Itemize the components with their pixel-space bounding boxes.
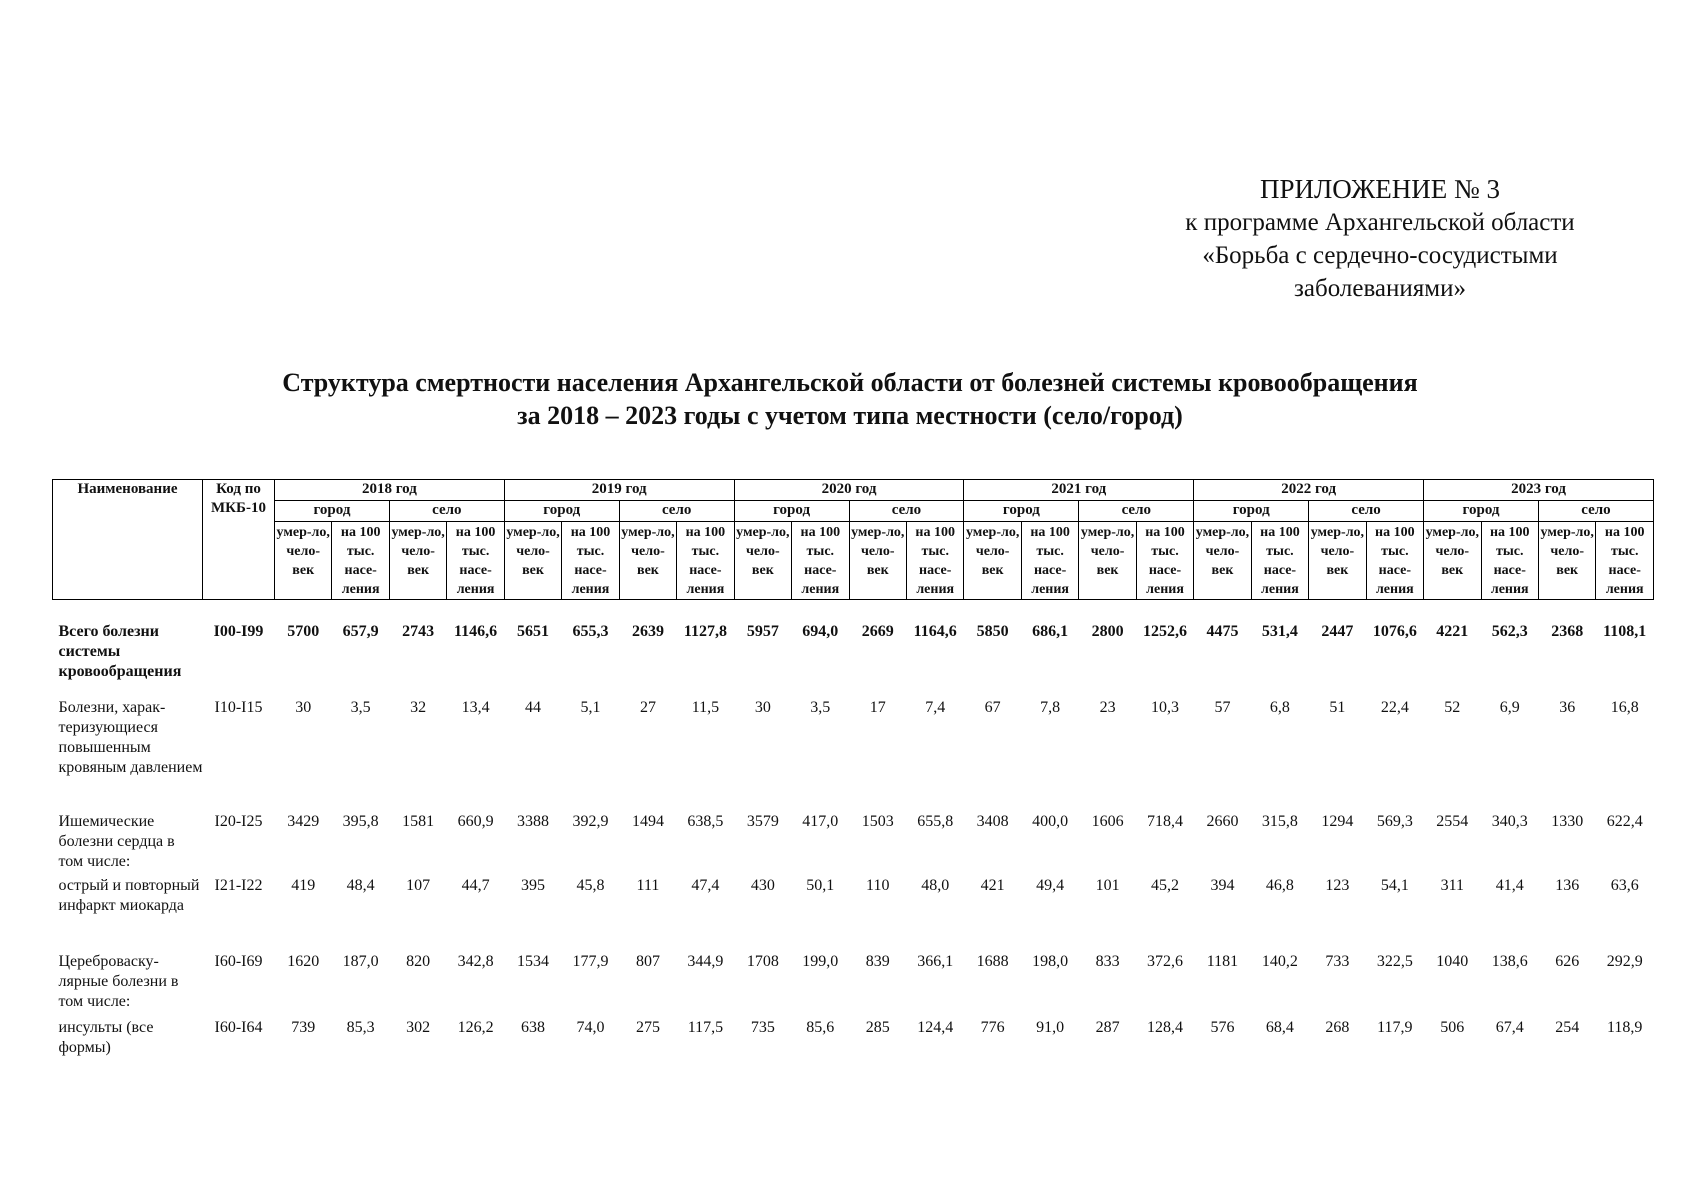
header-rate: на 100 тыс. насе-ления — [447, 522, 504, 600]
cell-deaths: 1330 — [1551, 813, 1584, 830]
cell-rate: 48,0 — [921, 877, 950, 894]
cell-rate: 1076,6 — [1372, 623, 1417, 640]
header-village: село — [1309, 501, 1424, 522]
header-village: село — [1079, 501, 1194, 522]
cell-rate: 85,3 — [346, 1019, 375, 1036]
cell-deaths: 735 — [750, 1019, 775, 1036]
cell-rate: 44,7 — [461, 877, 490, 894]
document-title — [120, 366, 1580, 432]
header-city: город — [275, 501, 390, 522]
header-rate: на 100 тыс. насе-ления — [1366, 522, 1423, 600]
header-rate: на 100 тыс. насе-ления — [562, 522, 619, 600]
table-row — [53, 698, 1654, 812]
cell-rate: 292,9 — [1606, 953, 1643, 970]
cell-rate: 47,4 — [691, 877, 720, 894]
cell-deaths: 30 — [295, 699, 312, 716]
header-village: село — [1538, 501, 1653, 522]
cell-rate: 531,4 — [1261, 623, 1298, 640]
cell-deaths: 2639 — [631, 623, 664, 640]
cell-rate: 657,9 — [342, 623, 379, 640]
cell-deaths: 5957 — [746, 623, 779, 640]
cell-deaths: 1040 — [1436, 953, 1469, 970]
cell-deaths: 2743 — [402, 623, 435, 640]
cell-deaths: 311 — [1440, 877, 1464, 894]
cell-rate: 660,9 — [457, 813, 494, 830]
cell-deaths: 576 — [1210, 1019, 1235, 1036]
cell-rate: 1108,1 — [1603, 623, 1647, 640]
header-deaths: умер-ло, чело-век — [1194, 522, 1251, 600]
header-deaths: умер-ло, чело-век — [1538, 522, 1595, 600]
cell-rate: 1127,8 — [683, 623, 727, 640]
cell-deaths: 419 — [291, 877, 316, 894]
cell-rate: 655,8 — [917, 813, 954, 830]
cell-rate: 395,8 — [342, 813, 379, 830]
row-name: Всего болезни системы кровообращения — [58, 623, 182, 680]
cell-rate: 118,9 — [1607, 1019, 1643, 1036]
header-rate: на 100 тыс. насе-ления — [792, 522, 849, 600]
cell-deaths: 1708 — [746, 953, 779, 970]
cell-deaths: 2368 — [1551, 623, 1584, 640]
cell-rate: 16,8 — [1610, 699, 1639, 716]
cell-deaths: 807 — [635, 953, 660, 970]
cell-rate: 46,8 — [1265, 877, 1294, 894]
cell-deaths: 5651 — [517, 623, 550, 640]
header-deaths: умер-ло, чело-век — [1424, 522, 1481, 600]
header-rate: на 100 тыс. насе-ления — [1251, 522, 1308, 600]
cell-deaths: 2669 — [861, 623, 894, 640]
cell-deaths: 1620 — [287, 953, 320, 970]
cell-deaths: 839 — [865, 953, 890, 970]
cell-rate: 1146,6 — [454, 623, 498, 640]
cell-rate: 117,5 — [687, 1019, 724, 1036]
row-icd-code: I20-I25 — [214, 813, 263, 830]
header-deaths: умер-ло, чело-век — [619, 522, 676, 600]
cell-rate: 91,0 — [1036, 1019, 1065, 1036]
row-name: острый и повторный инфаркт миокарда — [58, 877, 200, 914]
cell-rate: 3,5 — [810, 699, 831, 716]
header-year: 2019 год — [504, 480, 734, 501]
cell-rate: 315,8 — [1261, 813, 1298, 830]
cell-deaths: 51 — [1329, 699, 1346, 716]
appendix-number: ПРИЛОЖЕНИЕ № 3 — [1259, 174, 1501, 204]
document-title-line: Структура смертности населения Архангельской области от болезней системы кровообращения — [282, 368, 1418, 397]
cell-rate: 340,3 — [1491, 813, 1528, 830]
appendix-line: заболеваниями» — [1294, 275, 1466, 302]
cell-deaths: 833 — [1095, 953, 1120, 970]
header-deaths: умер-ло, чело-век — [275, 522, 332, 600]
cell-rate: 655,3 — [572, 623, 609, 640]
cell-rate: 718,4 — [1147, 813, 1184, 830]
header-rate: на 100 тыс. насе-ления — [1021, 522, 1078, 600]
cell-rate: 13,4 — [461, 699, 490, 716]
cell-rate: 7,4 — [925, 699, 946, 716]
cell-rate: 50,1 — [806, 877, 835, 894]
cell-deaths: 1503 — [861, 813, 894, 830]
header-rate: на 100 тыс. насе-ления — [677, 522, 734, 600]
cell-rate: 562,3 — [1491, 623, 1528, 640]
header-rate: на 100 тыс. насе-ления — [1136, 522, 1193, 600]
cell-rate: 686,1 — [1032, 623, 1069, 640]
cell-deaths: 111 — [636, 877, 660, 894]
table-row — [53, 622, 1654, 698]
cell-rate: 10,3 — [1151, 699, 1180, 716]
cell-rate: 417,0 — [802, 813, 839, 830]
cell-deaths: 638 — [521, 1019, 546, 1036]
spacer — [53, 600, 1654, 623]
cell-rate: 74,0 — [576, 1019, 605, 1036]
cell-rate: 124,4 — [917, 1019, 954, 1036]
cell-rate: 138,6 — [1491, 953, 1528, 970]
cell-rate: 322,5 — [1376, 953, 1413, 970]
cell-rate: 45,2 — [1151, 877, 1180, 894]
cell-deaths: 30 — [754, 699, 771, 716]
header-year: 2021 год — [964, 480, 1194, 501]
header-deaths: умер-ло, чело-век — [389, 522, 446, 600]
row-name: Болезни, харак-теризующиеся повышенным кровяным давлением — [58, 699, 203, 776]
cell-deaths: 506 — [1440, 1019, 1465, 1036]
cell-deaths: 67 — [984, 699, 1001, 716]
cell-deaths: 394 — [1210, 877, 1235, 894]
cell-deaths: 27 — [639, 699, 656, 716]
header-year: 2023 год — [1424, 480, 1654, 501]
cell-rate: 5,1 — [580, 699, 601, 716]
cell-rate: 400,0 — [1032, 813, 1069, 830]
header-village: село — [619, 501, 734, 522]
table-row — [53, 952, 1654, 1018]
cell-deaths: 1294 — [1321, 813, 1354, 830]
cell-deaths: 275 — [635, 1019, 660, 1036]
cell-rate: 6,8 — [1269, 699, 1290, 716]
cell-deaths: 1494 — [631, 813, 664, 830]
cell-deaths: 2660 — [1206, 813, 1239, 830]
cell-deaths: 17 — [869, 699, 886, 716]
cell-rate: 49,4 — [1036, 877, 1065, 894]
cell-deaths: 739 — [291, 1019, 316, 1036]
cell-deaths: 302 — [406, 1019, 431, 1036]
row-icd-code: I60-I64 — [214, 1019, 263, 1036]
cell-rate: 198,0 — [1032, 953, 1069, 970]
table-row — [53, 812, 1654, 876]
row-icd-code: I21-I22 — [214, 877, 263, 894]
cell-rate: 140,2 — [1261, 953, 1298, 970]
cell-deaths: 1688 — [976, 953, 1009, 970]
cell-rate: 622,4 — [1606, 813, 1643, 830]
header-year: 2020 год — [734, 480, 964, 501]
cell-rate: 41,4 — [1495, 877, 1524, 894]
row-icd-code: I10-I15 — [214, 699, 263, 716]
appendix-header — [1090, 173, 1670, 305]
cell-deaths: 44 — [525, 699, 542, 716]
cell-rate: 3,5 — [350, 699, 371, 716]
header-city: город — [734, 501, 849, 522]
cell-deaths: 5700 — [287, 623, 320, 640]
cell-deaths: 287 — [1095, 1019, 1120, 1036]
header-year: 2022 год — [1194, 480, 1424, 501]
mortality-table — [52, 479, 1654, 1068]
document-title-line: за 2018 – 2023 годы с учетом типа местности (село/город) — [517, 401, 1183, 430]
header-village: село — [849, 501, 964, 522]
cell-deaths: 4475 — [1206, 623, 1239, 640]
cell-deaths: 1534 — [517, 953, 550, 970]
cell-deaths: 285 — [865, 1019, 890, 1036]
cell-rate: 22,4 — [1380, 699, 1409, 716]
cell-rate: 11,5 — [691, 699, 720, 716]
cell-rate: 1252,6 — [1143, 623, 1188, 640]
header-city: город — [504, 501, 619, 522]
header-rate: на 100 тыс. насе-ления — [1481, 522, 1538, 600]
cell-deaths: 626 — [1555, 953, 1580, 970]
cell-rate: 694,0 — [802, 623, 839, 640]
cell-deaths: 3579 — [746, 813, 779, 830]
cell-rate: 48,4 — [346, 877, 375, 894]
cell-rate: 45,8 — [576, 877, 605, 894]
cell-deaths: 1181 — [1206, 953, 1239, 970]
cell-deaths: 2554 — [1436, 813, 1469, 830]
cell-rate: 199,0 — [802, 953, 839, 970]
cell-rate: 569,3 — [1376, 813, 1413, 830]
table-row — [53, 876, 1654, 952]
header-village: село — [389, 501, 504, 522]
header-icd-code: Код по МКБ-10 — [203, 480, 275, 600]
cell-rate: 67,4 — [1495, 1019, 1524, 1036]
cell-deaths: 820 — [406, 953, 431, 970]
cell-deaths: 733 — [1325, 953, 1350, 970]
cell-deaths: 4221 — [1436, 623, 1469, 640]
cell-rate: 126,2 — [457, 1019, 494, 1036]
cell-rate: 366,1 — [917, 953, 954, 970]
cell-rate: 6,9 — [1499, 699, 1520, 716]
cell-rate: 638,5 — [687, 813, 724, 830]
cell-deaths: 52 — [1444, 699, 1461, 716]
cell-rate: 187,0 — [342, 953, 379, 970]
cell-deaths: 23 — [1099, 699, 1116, 716]
header-deaths: умер-ло, чело-век — [504, 522, 561, 600]
cell-deaths: 2447 — [1321, 623, 1354, 640]
table-row — [53, 1018, 1654, 1068]
cell-deaths: 3388 — [517, 813, 550, 830]
header-deaths: умер-ло, чело-век — [1309, 522, 1366, 600]
cell-deaths: 2800 — [1091, 623, 1124, 640]
row-icd-code: I00-I99 — [213, 623, 264, 640]
cell-deaths: 3429 — [287, 813, 320, 830]
cell-rate: 68,4 — [1265, 1019, 1294, 1036]
cell-deaths: 776 — [980, 1019, 1005, 1036]
header-rate: на 100 тыс. насе-ления — [906, 522, 963, 600]
cell-deaths: 107 — [406, 877, 431, 894]
row-name: Цереброваску-лярные болезни в том числе: — [58, 953, 179, 1010]
cell-deaths: 3408 — [976, 813, 1009, 830]
cell-deaths: 110 — [866, 877, 890, 894]
header-name: Наименование — [53, 480, 203, 600]
cell-deaths: 5850 — [976, 623, 1009, 640]
cell-rate: 7,8 — [1040, 699, 1061, 716]
cell-deaths: 123 — [1325, 877, 1350, 894]
cell-rate: 372,6 — [1147, 953, 1184, 970]
appendix-line: к программе Архангельской области — [1185, 209, 1575, 236]
cell-deaths: 421 — [980, 877, 1005, 894]
header-city: город — [1424, 501, 1539, 522]
cell-deaths: 395 — [521, 877, 546, 894]
header-city: город — [1194, 501, 1309, 522]
row-name: инсульты (все формы) — [58, 1019, 154, 1056]
cell-deaths: 101 — [1095, 877, 1120, 894]
cell-deaths: 254 — [1555, 1019, 1580, 1036]
cell-rate: 344,9 — [687, 953, 724, 970]
cell-rate: 177,9 — [572, 953, 609, 970]
header-rate: на 100 тыс. насе-ления — [332, 522, 389, 600]
row-icd-code: I60-I69 — [214, 953, 263, 970]
header-deaths: умер-ло, чело-век — [849, 522, 906, 600]
header-rate: на 100 тыс. насе-ления — [1596, 522, 1654, 600]
header-deaths: умер-ло, чело-век — [734, 522, 791, 600]
cell-deaths: 57 — [1214, 699, 1231, 716]
cell-deaths: 268 — [1325, 1019, 1350, 1036]
header-year: 2018 год — [275, 480, 505, 501]
cell-deaths: 430 — [750, 877, 775, 894]
cell-rate: 1164,6 — [913, 623, 957, 640]
cell-deaths: 32 — [410, 699, 427, 716]
cell-rate: 342,8 — [457, 953, 494, 970]
row-name: Ишемические болезни сердца в том числе: — [58, 813, 175, 870]
header-city: город — [964, 501, 1079, 522]
cell-deaths: 136 — [1555, 877, 1580, 894]
cell-rate: 128,4 — [1147, 1019, 1184, 1036]
cell-deaths: 36 — [1559, 699, 1576, 716]
cell-rate: 392,9 — [572, 813, 609, 830]
cell-rate: 85,6 — [806, 1019, 835, 1036]
header-deaths: умер-ло, чело-век — [964, 522, 1021, 600]
cell-rate: 63,6 — [1610, 877, 1639, 894]
cell-rate: 117,9 — [1377, 1019, 1413, 1036]
cell-deaths: 1581 — [402, 813, 435, 830]
cell-deaths: 1606 — [1091, 813, 1124, 830]
header-deaths: умер-ло, чело-век — [1079, 522, 1136, 600]
appendix-line: «Борьба с сердечно-сосудистыми — [1202, 242, 1558, 269]
cell-rate: 54,1 — [1380, 877, 1409, 894]
